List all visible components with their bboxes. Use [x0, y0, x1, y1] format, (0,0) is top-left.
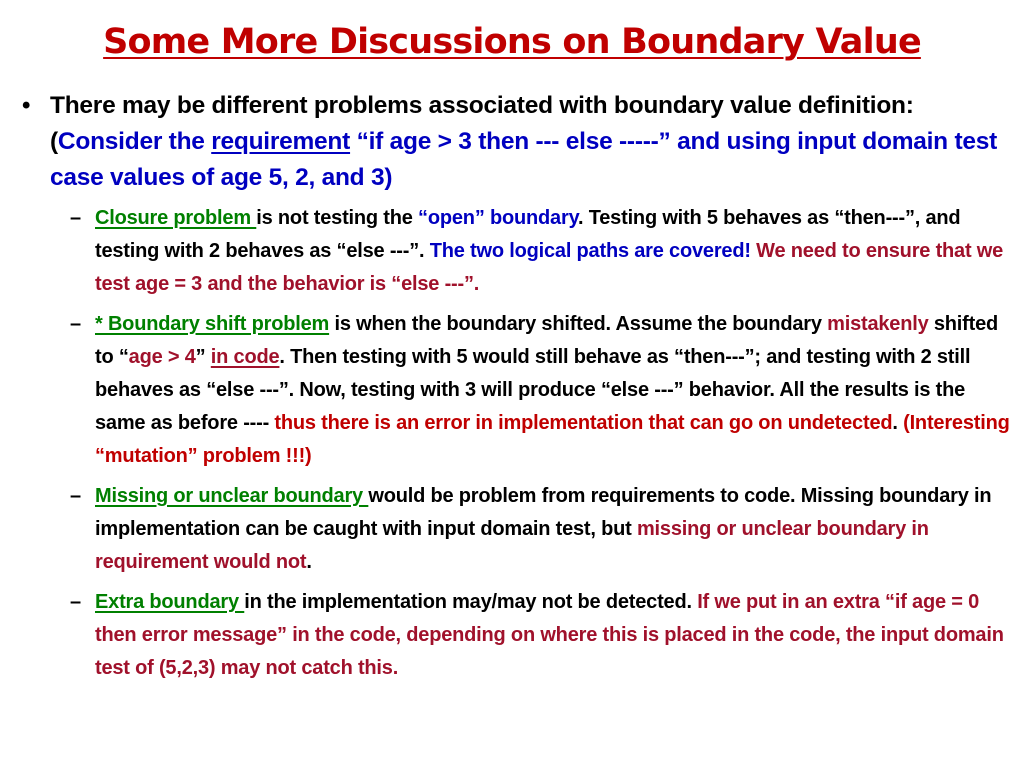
requirement-word: requirement	[211, 128, 351, 155]
closure-ensure-note: We need to ensure that we test age = 3 and the behavior is “else ---”.	[95, 240, 1004, 295]
in-code-term: in code	[210, 346, 280, 368]
sub-bullet-closure	[70, 202, 1012, 301]
shift-text-3: ”	[195, 346, 211, 368]
slide-title-text: Some More Discussions on Boundary Value	[103, 22, 921, 62]
main-bullet-text-1: There may be different problems associated with boundary value definition: (	[50, 92, 914, 155]
missing-text-2: .	[306, 551, 312, 573]
sub-bullet-marker: –	[70, 207, 81, 229]
closure-text-2: . Testing with 5 behaves as “then---”, and testing with 2 behaves as “else ---”.	[95, 207, 961, 262]
boundary-shift-term: * Boundary shift problem	[95, 313, 330, 335]
slide-title	[0, 18, 1024, 66]
main-bullet-text-2: Consider the	[57, 128, 212, 155]
missing-text-1: would be problem from requirements to code. Missing boundary in implementation can be caught with input domain test, but	[95, 485, 992, 540]
sub-bullet-marker: –	[70, 485, 81, 507]
sub-bullet-marker: –	[70, 313, 81, 335]
extra-boundary-note: If we put in an extra “if age = 0 then error message” in the code, depending on where this is placed in the code, the input domain test of (5,2,3) may not catch this.	[95, 591, 1004, 679]
extra-boundary-term: Extra boundary	[95, 591, 245, 613]
shift-text-1: is when the boundary shifted. Assume the boundary	[329, 313, 828, 335]
sub-bullet-marker: –	[70, 591, 81, 613]
shift-text-2: shifted to “	[95, 313, 999, 368]
missing-boundary-term: Missing or unclear boundary	[95, 485, 369, 507]
main-bullet-list	[22, 88, 1012, 692]
main-bullet-text-4: “if age > 3 then --- else -----” and using input domain test case values of age 5, 2, and 3)	[50, 128, 998, 191]
main-bullet	[22, 88, 1012, 196]
age-gt-4: age > 4	[128, 346, 196, 368]
closure-problem-term: Closure problem	[95, 207, 257, 229]
extra-text-1: in the implementation may/may not be detected.	[244, 591, 698, 613]
mutation-problem-note: (Interesting “mutation” problem !!!)	[95, 412, 1010, 467]
missing-requirement-note: missing or unclear boundary in requirement would not	[95, 518, 929, 573]
sub-bullet-list	[22, 202, 1012, 685]
shift-text-4: . Then testing with 5 would still behave as “then---”; and testing with 2 still behaves as “else ---”. Now, testing with 3 will produce “else ---” behavior. All the results is the same as before ----	[95, 346, 971, 434]
mistakenly-word: mistakenly	[827, 313, 929, 335]
sub-bullet-extra-boundary	[70, 586, 1012, 685]
closure-text-1: is not testing the	[256, 207, 419, 229]
bullet-marker: •	[22, 92, 31, 119]
shift-text-5: .	[892, 412, 904, 434]
undetected-error-note: thus there is an error in implementation that can go on undetected	[274, 412, 893, 434]
sub-bullet-boundary-shift	[70, 308, 1012, 473]
open-boundary-term: “open” boundary	[418, 207, 579, 229]
sub-bullet-missing-boundary	[70, 480, 1012, 579]
closure-paths-covered: The two logical paths are covered!	[429, 240, 757, 262]
